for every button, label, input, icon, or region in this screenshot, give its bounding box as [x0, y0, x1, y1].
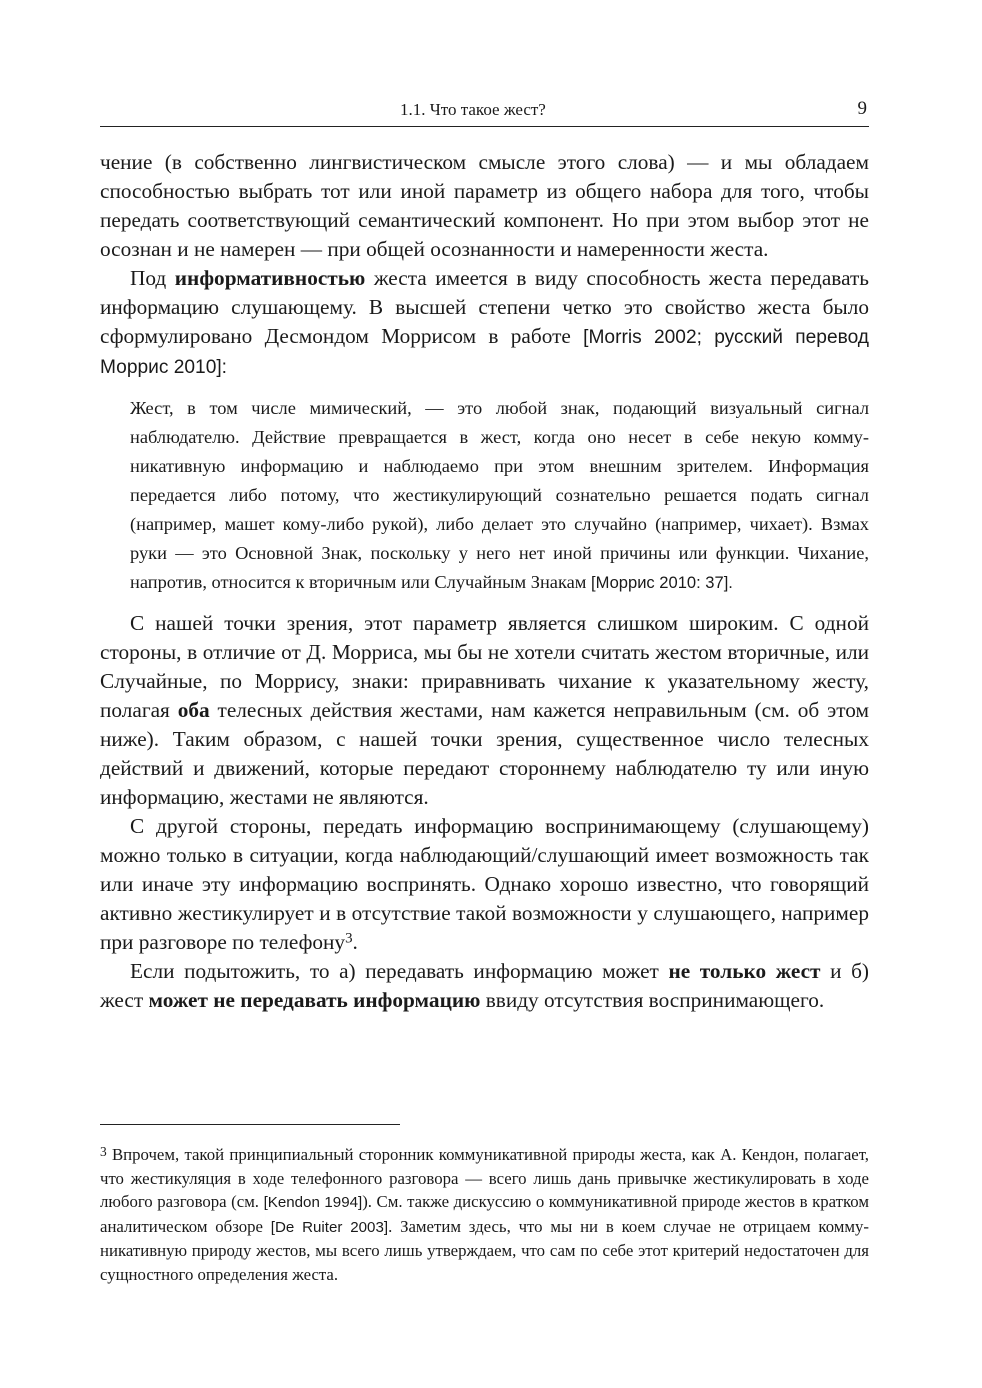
block-quote: Жест, в том числе мимический, — это любой знак, подающий визуальный сигнал наблюдателю. Действие превращается в жест, когда оно несет в себе некую коммуникативную информацию и наблюдаемо при этом внешним зрителем. Информация передается либо потому, что жестикулирующий сознательно решается подать сигнал (например, машет кому-либо рукой), либо делает это случайно (например, чихает). Взмах руки — это Основной Знак, поскольку у него нет иной причины или функции. Чихание, напротив, относится к вторичным или Случайным Знакам [Моррис 2010: 37].: [130, 398, 869, 592]
term-informativeness: информативностью: [174, 266, 366, 290]
paragraph-point-of-view: С нашей точки зрения, этот параметр является слишком широким. С одной стороны, в отличие от Д. Морриса, мы бы не хотели считать жестом вторичные, или Случайные, по Моррису, знаки: приравнивать чихание к указательному жесту, полагая оба телесных действия жестами, нам кажется неправильным (см. об этом ниже). Таким образом, с нашей точки зрения, существенное число телесных действий и движений, которые передают стороннему наблюдателю ту или иную информацию, жестами не являются.: [100, 611, 869, 809]
paragraph-continuation: чение (в собственно лингвистическом смысле этого слова) — и мы обладаем способностью выбрать тот или иной параметр из общего набора для того, чтобы передать соответствующий семантический компонент. Но при этом выбор этот не осознан и не намерен — при общей осознанности и намеренности жеста.: [100, 150, 869, 261]
footnote-3: $^3$ Впрочем, такой принципиальный сторонник коммуникативной природы жеста, как А. Кендон, полагает, что жестикуляция в ходе телефонного разговора — всего лишь дань привычке жестикулировать в ходе любого разговора (см. [Kendon 1994]). См. также дискуссию о коммуникативной природе жестов в кратком аналитическом обзоре [De Ruiter 2003]. Заметим здесь, что мы ни в коем случае не отрицаем коммуникативную природу жестов, мы всего лишь утверждаем, что сам по себе этот критерий недостаточен для сущностного определения жеста.: [100, 1144, 869, 1284]
citation-kendon: [Kendon 1994]: [263, 1194, 363, 1212]
footnote-reference[interactable]: 3: [345, 930, 353, 947]
paragraph-summary: Если подытожить, то а) передавать информацию может не только жест и б) жест может не передавать информацию ввиду отсутствия воспринимающего.: [100, 959, 869, 1012]
quote-citation: [Моррис 2010: 37].: [591, 573, 733, 592]
paragraph-informativeness: Под информативностью жеста имеется в виду способность жеста передавать информацию слушающему. В высшей степени четко это свойство жеста было сформулировано Десмондом Моррисом в работе [Morris 2002; русский перевод Моррис 2010]:: [100, 266, 869, 378]
footnote-mark: 3: [100, 1144, 107, 1159]
emphasis-may-not-transmit: может не передавать информацию: [148, 988, 481, 1012]
emphasis-both: оба: [177, 698, 210, 722]
page-number: 9: [857, 98, 867, 119]
main-text: [100, 148, 869, 1015]
citation-morris: [Morris 2002; русский перевод Моррис 2010]:: [100, 327, 869, 378]
footnote-divider: [100, 1124, 400, 1125]
citation-de-ruiter: [De Ruiter 2003]: [270, 1218, 389, 1236]
section-title: 1.1. Что такое жест?: [400, 100, 546, 119]
emphasis-not-only-gesture: не только жест: [668, 959, 821, 983]
paragraph-other-side: С другой стороны, передать информацию воспринимающему (слушающему) можно только в ситуации, когда наблюдающий/слушающий имеет возможность так или иначе эту информацию воспринять. Однако хорошо известно, что говорящий активно жестикулирует и в отсутствие такой возможности у слушающего, например при разговоре по телефону$^3$.: [100, 814, 869, 954]
running-header: [100, 96, 869, 127]
